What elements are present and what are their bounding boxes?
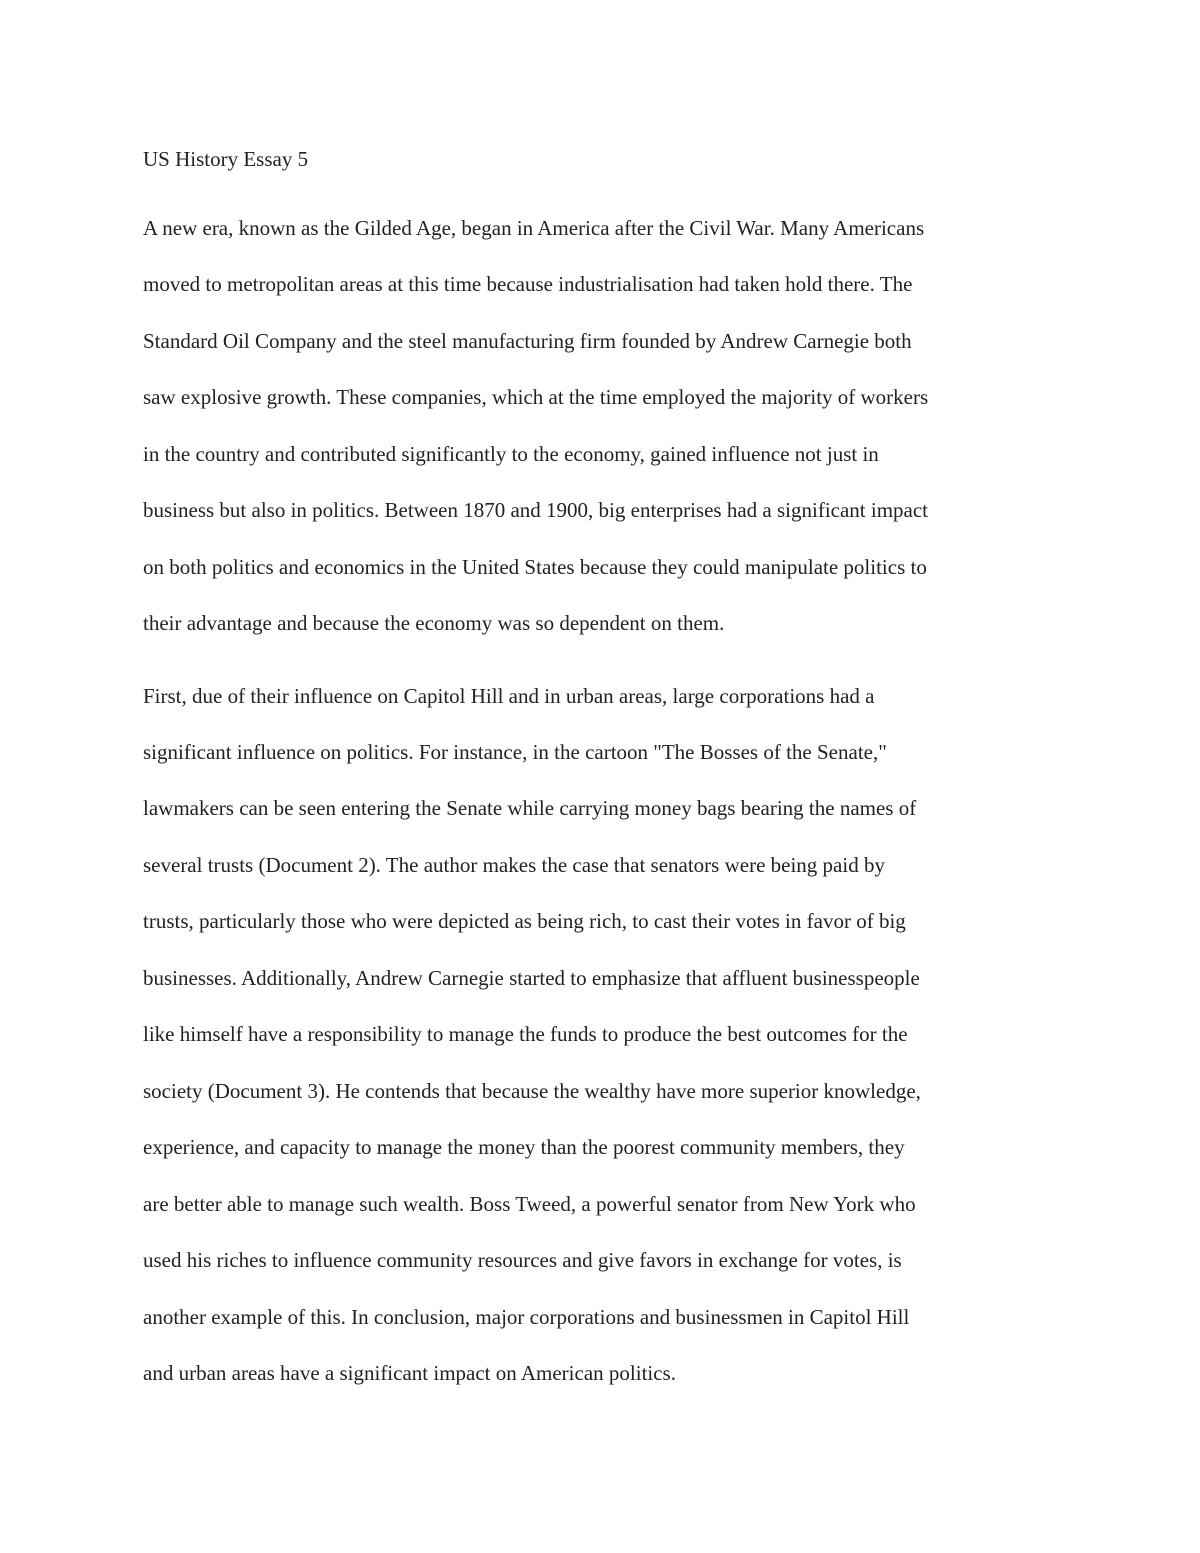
paragraph-line: Standard Oil Company and the steel manufacturing firm founded by Andrew Carnegie both xyxy=(143,329,912,353)
paragraph-line: moved to metropolitan areas at this time because industrialisation had taken hold there. The xyxy=(143,272,913,296)
paragraph-line: several trusts (Document 2). The author makes the case that senators were being paid by xyxy=(143,853,885,877)
document-title: US History Essay 5 xyxy=(143,147,309,171)
paragraph-line: their advantage and because the economy was so dependent on them. xyxy=(143,611,725,635)
paragraph-line: businesses. Additionally, Andrew Carnegie started to emphasize that affluent businesspeople xyxy=(143,966,920,990)
paragraph-line: A new era, known as the Gilded Age, began in America after the Civil War. Many Americans xyxy=(143,216,925,240)
paragraph-line: First, due of their influence on Capitol Hill and in urban areas, large corporations had a xyxy=(143,684,875,708)
paragraph-line: like himself have a responsibility to manage the funds to produce the best outcomes for the xyxy=(143,1022,908,1046)
paragraph-line: society (Document 3). He contends that because the wealthy have more superior knowledge, xyxy=(143,1079,921,1103)
paragraph-line: significant influence on politics. For instance, in the cartoon "The Bosses of the Senate," xyxy=(143,740,887,764)
paragraph-line: on both politics and economics in the United States because they could manipulate politics to xyxy=(143,555,927,579)
paragraph-line: and urban areas have a significant impact on American politics. xyxy=(143,1361,676,1385)
paragraph-line: used his riches to influence community resources and give favors in exchange for votes, is xyxy=(143,1248,902,1272)
paragraph-line: in the country and contributed significantly to the economy, gained influence not just in xyxy=(143,442,879,466)
paragraph-line: experience, and capacity to manage the money than the poorest community members, they xyxy=(143,1135,905,1159)
paragraph-line: another example of this. In conclusion, major corporations and businessmen in Capitol Hill xyxy=(143,1305,910,1329)
paragraph-line: trusts, particularly those who were depicted as being rich, to cast their votes in favor of big xyxy=(143,909,906,933)
paragraph-line: business but also in politics. Between 1870 and 1900, big enterprises had a significant impact xyxy=(143,498,929,522)
paragraph-line: saw explosive growth. These companies, which at the time employed the majority of workers xyxy=(143,385,929,409)
paragraph-line: lawmakers can be seen entering the Senate while carrying money bags bearing the names of xyxy=(143,796,917,820)
paragraph-line: are better able to manage such wealth. Boss Tweed, a powerful senator from New York who xyxy=(143,1192,916,1216)
